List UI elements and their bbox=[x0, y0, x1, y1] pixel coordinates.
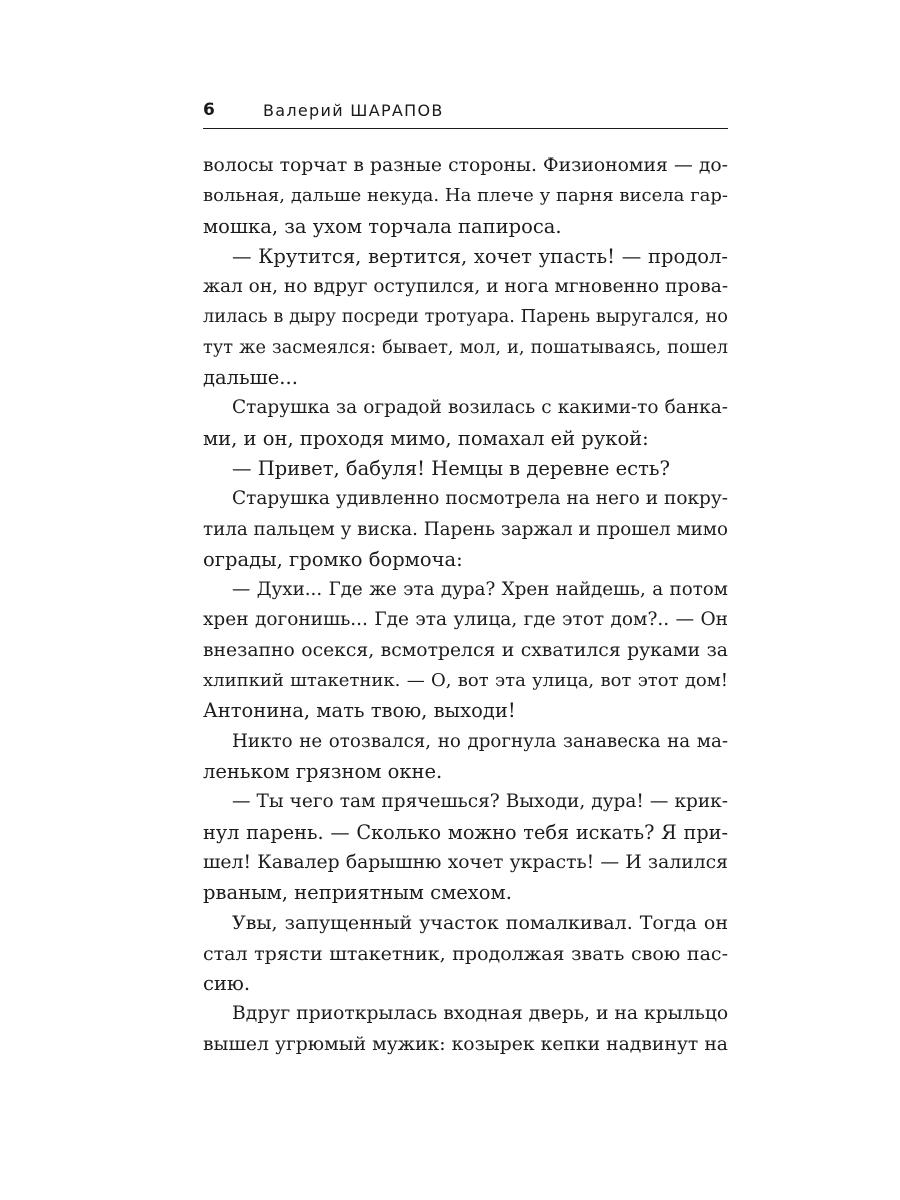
text-line: тут же засмеялся: бывает, мол, и, пошатываясь, пошел bbox=[203, 337, 728, 358]
text-line: — Ты чего там прячешься? Выходи, дура! — крик- bbox=[232, 791, 728, 813]
paragraph bbox=[203, 151, 728, 242]
paragraph bbox=[203, 454, 728, 484]
text-line: вольная, дальше некуда. На плече у парня висела гар- bbox=[203, 185, 728, 207]
text-line: Старушка удивленно посмотрела на него и покру- bbox=[232, 488, 728, 510]
paragraph bbox=[203, 999, 728, 1060]
text-line: — Крутится, вертится, хочет упасть! — продол- bbox=[232, 244, 728, 268]
text-line: тила пальцем у виска. Парень заржал и прошел мимо bbox=[203, 518, 728, 540]
body-text bbox=[203, 151, 728, 1060]
paragraph bbox=[203, 727, 728, 788]
text-line: лилась в дыру посреди тротуара. Парень выругался, но bbox=[203, 307, 728, 328]
paragraph bbox=[203, 575, 728, 726]
running-head bbox=[203, 98, 728, 129]
text-line: Никто не отозвался, но дрогнула занавеска на ма- bbox=[232, 730, 728, 752]
text-line: — Духи... Где же эта дура? Хрен найдешь, а потом bbox=[232, 579, 728, 601]
paragraph bbox=[203, 908, 728, 999]
page-number: 6 bbox=[203, 100, 215, 120]
paragraph bbox=[203, 787, 728, 908]
text-line: Антонина, мать твою, выходи! bbox=[203, 699, 516, 723]
text-line: шел! Кавалер барышню хочет украсть! — И залился bbox=[203, 851, 728, 873]
text-line: внезапно осекся, всмотрелся и схватился руками за bbox=[203, 639, 728, 661]
text-line: волосы торчат в разные стороны. Физиономия — до- bbox=[203, 155, 728, 176]
text-line: хрен догонишь... Где эта улица, где этот дом?.. — Он bbox=[203, 609, 728, 631]
text-line: Вдруг приоткрылась входная дверь, и на крыльцо bbox=[232, 1003, 729, 1025]
text-line: дальше... bbox=[203, 366, 298, 390]
text-line: стал трясти штакетник, продолжая звать свою пас- bbox=[203, 942, 728, 965]
text-line: рваным, неприятным смехом. bbox=[203, 881, 512, 905]
text-line: нул парень. — Сколько можно тебя искать? Я при- bbox=[203, 820, 728, 844]
text-line: Старушка за оградой возилась с какими-то банка- bbox=[232, 397, 728, 419]
paragraph bbox=[203, 242, 728, 393]
text-line: сию. bbox=[203, 972, 251, 996]
text-line: вышел угрюмый мужик: козырек кепки надвинут на bbox=[203, 1033, 728, 1055]
text-line: леньком грязном окне. bbox=[203, 759, 443, 783]
paragraph bbox=[203, 484, 728, 575]
text-line: жал он, но вдруг оступился, и нога мгновенно прова- bbox=[203, 276, 729, 298]
text-line: ми, и он, проходя мимо, помахал ей рукой: bbox=[203, 426, 649, 450]
header-author: Валерий ШАРАПОВ bbox=[263, 101, 444, 120]
text-line: хлипкий штакетник. — О, вот эта улица, вот этот дом! bbox=[203, 670, 728, 692]
text-line: мошка, за ухом торчала папироса. bbox=[203, 214, 562, 238]
text-line: — Привет, бабуля! Немцы в деревне есть? bbox=[232, 456, 670, 480]
text-line: Увы, запущенный участок помалкивал. Тогда он bbox=[232, 912, 728, 935]
text-line: ограды, громко бормоча: bbox=[203, 547, 463, 571]
paragraph bbox=[203, 393, 728, 454]
